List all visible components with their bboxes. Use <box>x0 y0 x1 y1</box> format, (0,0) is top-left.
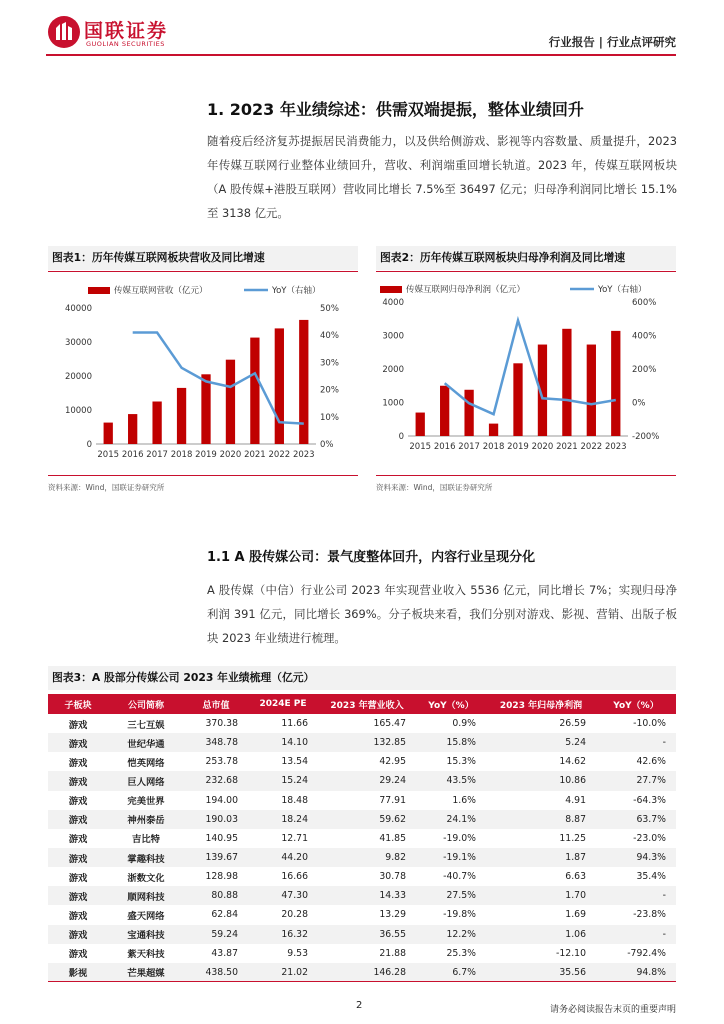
figure2-bottom-line <box>376 475 676 476</box>
y-left-tick-label: 4000 <box>382 298 404 308</box>
bar <box>299 320 308 444</box>
cell-market-cap: 43.87 <box>211 947 238 959</box>
cell-market-cap: 59.24 <box>184 925 248 944</box>
cell-revenue-yoy: 15.3% <box>446 756 476 768</box>
cell-profit-yoy: 63.7% <box>596 810 676 829</box>
table-row <box>48 925 676 944</box>
cell-revenue: 21.88 <box>379 947 406 959</box>
cell-sector: 游戏 <box>48 733 108 752</box>
legend-bar-label: 传媒互联网营收（亿元） <box>114 286 208 296</box>
report-type: 行业报告 | 行业点评研究 <box>548 35 676 49</box>
header-pe: 2024E PE <box>248 694 318 714</box>
y-left-tick-label: 10000 <box>64 406 92 416</box>
header-company: 公司简称 <box>108 694 184 714</box>
cell-sector: 游戏 <box>48 810 108 829</box>
cell-company: 紫天科技 <box>127 949 165 961</box>
table-row <box>48 886 676 905</box>
x-tick-label: 2018 <box>482 442 505 452</box>
cell-profit-yoy: 35.4% <box>636 871 666 883</box>
cell-profit-yoy: 94.8% <box>596 963 676 982</box>
logo-subtext: GUOLIAN SECURITIES <box>86 40 165 48</box>
x-tick-label: 2018 <box>170 450 193 460</box>
cell-profit-yoy: - <box>596 925 676 944</box>
table-bottom-line <box>48 981 676 982</box>
figure2-source: 资料来源：Wind，国联证券研究所 <box>376 483 493 492</box>
figure2-title: 图表2：历年传媒互联网板块归母净利润及同比增速 <box>376 246 676 270</box>
cell-profit-yoy: -23.8% <box>633 909 666 921</box>
cell-market-cap: 370.38 <box>205 718 238 730</box>
table-row <box>48 810 676 829</box>
cell-net-profit: 4.91 <box>565 794 586 806</box>
cell-pe: 18.48 <box>281 794 308 806</box>
cell-revenue-yoy: 25.3% <box>446 947 476 959</box>
bar <box>416 413 425 436</box>
cell-market-cap: 253.78 <box>205 756 238 768</box>
cell-sector: 游戏 <box>68 949 88 961</box>
x-tick-label: 2015 <box>409 442 432 452</box>
cell-pe: 15.24 <box>248 771 318 790</box>
cell-revenue-yoy: 0.9% <box>452 718 476 730</box>
legend-bar-swatch <box>88 287 110 294</box>
cell-market-cap: 232.68 <box>184 771 248 790</box>
cell-revenue-yoy: -19.0% <box>443 832 476 844</box>
cell-sector: 游戏 <box>68 834 88 846</box>
x-tick-label: 2023 <box>292 450 315 460</box>
table-row <box>48 791 676 810</box>
figure1-chart <box>48 278 358 468</box>
bar <box>250 338 259 444</box>
cell-profit-yoy: 27.7% <box>596 771 676 790</box>
x-tick-label: 2020 <box>531 442 554 452</box>
page-number: 2 <box>356 1000 363 1011</box>
table-header-row <box>48 694 676 714</box>
y-right-tick-label: 40% <box>320 331 339 342</box>
cell-pe: 16.32 <box>248 925 318 944</box>
cell-net-profit: -12.10 <box>556 947 586 959</box>
cell-sector: 游戏 <box>48 886 108 905</box>
cell-profit-yoy: -23.0% <box>633 832 666 844</box>
x-tick-label: 2017 <box>146 450 168 460</box>
bar <box>440 386 449 436</box>
logo-mark-icon <box>46 14 82 50</box>
cell-net-profit: 8.87 <box>486 810 596 829</box>
y-left-tick-label: 20000 <box>64 372 92 382</box>
figure1-divider <box>48 271 358 272</box>
cell-net-profit: 14.62 <box>559 756 586 768</box>
cell-revenue-yoy: 12.2% <box>416 925 486 944</box>
header-market-cap: 总市值 <box>184 694 248 714</box>
cell-revenue-yoy: 6.7% <box>416 963 486 982</box>
cell-company: 浙数文化 <box>127 872 165 884</box>
bar <box>177 388 186 444</box>
cell-revenue: 13.29 <box>379 909 406 921</box>
bar <box>611 331 620 436</box>
y-right-tick-label: 30% <box>320 358 339 369</box>
table-row <box>48 714 676 733</box>
y-right-tick-label: 200% <box>632 365 657 375</box>
cell-company: 世纪华通 <box>108 733 184 752</box>
bar <box>275 328 284 444</box>
legend-bar-swatch <box>380 286 402 293</box>
cell-net-profit: 11.25 <box>559 832 586 844</box>
x-tick-label: 2023 <box>604 442 627 452</box>
logo-text: 国联证券 <box>84 20 169 42</box>
section-title: 1. 2023 年业绩综述：供需双端提振，整体业绩回升 <box>207 100 584 119</box>
y-right-tick-label: 20% <box>320 385 339 396</box>
x-tick-label: 2016 <box>121 450 144 460</box>
cell-pe: 13.54 <box>281 756 308 768</box>
subsection-title: 1.1 A 股传媒公司：景气度整体回升，内容行业呈现分化 <box>207 550 536 565</box>
cell-net-profit: 1.70 <box>486 886 596 905</box>
cell-market-cap: 438.50 <box>184 963 248 982</box>
bar <box>104 423 113 444</box>
table-row <box>48 733 676 752</box>
cell-revenue: 165.47 <box>373 718 406 730</box>
figure1-title: 图表1：历年传媒互联网板块营收及同比增速 <box>48 246 358 270</box>
figure1-source: 资料来源：Wind，国联证券研究所 <box>48 483 165 492</box>
y-right-tick-label: -200% <box>632 432 660 442</box>
y-left-tick-label: 1000 <box>382 398 404 409</box>
cell-revenue: 9.82 <box>318 848 416 867</box>
cell-company: 三七互娱 <box>127 719 165 731</box>
cell-net-profit: 10.86 <box>486 771 596 790</box>
table-title: 图表3：A 股部分传媒公司 2023 年业绩梳理（亿元） <box>48 666 676 690</box>
cell-market-cap: 128.98 <box>205 871 238 883</box>
performance-table <box>48 694 676 982</box>
y-right-tick-label: 0% <box>320 440 334 450</box>
cell-sector: 游戏 <box>68 757 88 769</box>
header-sector: 子板块 <box>48 694 108 714</box>
y-left-tick-label: 0 <box>398 432 404 442</box>
cell-pe: 18.24 <box>248 810 318 829</box>
cell-market-cap: 140.95 <box>205 832 238 844</box>
cell-company: 完美世界 <box>127 796 165 808</box>
cell-company: 掌趣科技 <box>108 848 184 867</box>
footer-disclaimer: 请务必阅读报告末页的重要声明 <box>549 1005 676 1015</box>
cell-revenue: 14.33 <box>318 886 416 905</box>
x-tick-label: 2015 <box>97 450 120 460</box>
subsection-paragraph: A 股传媒（中信）行业公司 2023 年实现营业收入 5536 亿元，同比增长 7%；实现归母净利润 391 亿元，同比增长 369%。分子板块来看，我们分别对游戏、影视、营销、出版子板块 2023 年业绩进行梳理。 <box>207 583 677 645</box>
cell-sector: 游戏 <box>68 872 88 884</box>
cell-profit-yoy: - <box>596 733 676 752</box>
cell-profit-yoy: -64.3% <box>633 794 666 806</box>
cell-revenue: 30.78 <box>379 871 406 883</box>
figure2-chart <box>376 278 676 468</box>
table-row <box>48 944 676 963</box>
cell-company: 芒果超媒 <box>108 963 184 982</box>
x-tick-label: 2017 <box>458 442 480 452</box>
cell-sector: 游戏 <box>68 910 88 922</box>
cell-pe: 9.53 <box>287 947 308 959</box>
cell-profit-yoy: 42.6% <box>636 756 666 768</box>
x-tick-label: 2022 <box>580 442 603 452</box>
cell-net-profit: 1.87 <box>486 848 596 867</box>
cell-revenue: 29.24 <box>318 771 416 790</box>
header-revenue-yoy: YoY（%） <box>416 694 486 714</box>
table-row <box>48 848 676 867</box>
y-right-tick-label: 0% <box>632 398 646 409</box>
table-row <box>48 867 676 886</box>
legend-line-label: YoY（右轴） <box>272 286 321 296</box>
legend-line-label: YoY（右轴） <box>598 285 647 295</box>
figure1-svg <box>48 278 358 468</box>
cell-net-profit: 1.06 <box>486 925 596 944</box>
y-left-tick-label: 3000 <box>382 331 404 342</box>
page-header <box>0 0 724 62</box>
bar <box>152 402 161 445</box>
cell-company: 盛天网络 <box>127 910 165 922</box>
y-left-tick-label: 2000 <box>382 365 404 375</box>
table-row <box>48 963 676 982</box>
cell-net-profit: 1.69 <box>565 909 586 921</box>
cell-pe: 20.28 <box>281 909 308 921</box>
cell-revenue-yoy: -19.1% <box>416 848 486 867</box>
cell-revenue: 132.85 <box>318 733 416 752</box>
cell-pe: 11.66 <box>281 718 308 730</box>
figure1-bottom-line <box>48 475 358 476</box>
cell-sector: 游戏 <box>48 848 108 867</box>
cell-market-cap: 190.03 <box>184 810 248 829</box>
x-tick-label: 2020 <box>219 450 242 460</box>
bar <box>201 374 210 444</box>
cell-sector: 影视 <box>48 963 108 982</box>
cell-market-cap: 194.00 <box>205 794 238 806</box>
cell-sector: 游戏 <box>68 719 88 731</box>
figure2-divider <box>376 271 676 272</box>
header-profit-yoy: YoY（%） <box>596 694 676 714</box>
cell-market-cap: 62.84 <box>211 909 238 921</box>
header-divider <box>46 54 676 56</box>
cell-pe: 47.30 <box>248 886 318 905</box>
company-logo <box>46 14 196 52</box>
cell-pe: 16.66 <box>281 871 308 883</box>
cell-revenue-yoy: 24.1% <box>416 810 486 829</box>
cell-company: 巨人网络 <box>108 771 184 790</box>
table-row <box>48 905 676 924</box>
cell-net-profit: 6.63 <box>565 871 586 883</box>
x-tick-label: 2016 <box>433 442 456 452</box>
table-row <box>48 829 676 848</box>
cell-company: 顺网科技 <box>108 886 184 905</box>
cell-net-profit: 26.59 <box>559 718 586 730</box>
legend-bar-label: 传媒互联网归母净利润（亿元） <box>406 285 526 295</box>
bar <box>489 424 498 436</box>
cell-company: 吉比特 <box>132 834 160 846</box>
cell-revenue: 77.91 <box>379 794 406 806</box>
cell-revenue-yoy: 27.5% <box>416 886 486 905</box>
cell-pe: 21.02 <box>248 963 318 982</box>
cell-sector: 游戏 <box>48 771 108 790</box>
header-revenue: 2023 年营业收入 <box>318 694 416 714</box>
cell-revenue-yoy: -40.7% <box>443 871 476 883</box>
cell-revenue: 146.28 <box>318 963 416 982</box>
cell-pe: 12.71 <box>281 832 308 844</box>
header-net-profit: 2023 年归母净利润 <box>486 694 596 714</box>
cell-revenue-yoy: 15.8% <box>416 733 486 752</box>
cell-company: 宝通科技 <box>108 925 184 944</box>
table-row <box>48 752 676 771</box>
bar <box>128 414 137 444</box>
y-left-tick-label: 40000 <box>64 304 92 314</box>
cell-company: 神州泰岳 <box>108 810 184 829</box>
cell-sector: 游戏 <box>68 796 88 808</box>
bar <box>562 329 571 436</box>
bar <box>464 390 473 436</box>
y-right-tick-label: 400% <box>632 331 657 342</box>
cell-revenue: 42.95 <box>379 756 406 768</box>
cell-market-cap: 80.88 <box>184 886 248 905</box>
cell-revenue: 36.55 <box>318 925 416 944</box>
cell-net-profit: 5.24 <box>486 733 596 752</box>
table-row <box>48 771 676 790</box>
y-right-tick-label: 10% <box>320 412 339 423</box>
x-tick-label: 2019 <box>507 442 529 452</box>
cell-revenue-yoy: 43.5% <box>416 771 486 790</box>
y-right-tick-label: 600% <box>632 298 657 308</box>
x-tick-label: 2019 <box>195 450 217 460</box>
cell-net-profit: 35.56 <box>486 963 596 982</box>
cell-profit-yoy: - <box>596 886 676 905</box>
cell-sector: 游戏 <box>48 925 108 944</box>
figure2-svg <box>376 278 676 468</box>
bar <box>513 363 522 436</box>
cell-market-cap: 139.67 <box>184 848 248 867</box>
bar <box>587 345 596 436</box>
cell-revenue-yoy: 1.6% <box>452 794 476 806</box>
cell-profit-yoy: -792.4% <box>627 947 666 959</box>
bar <box>226 360 235 444</box>
cell-pe: 44.20 <box>248 848 318 867</box>
cell-company: 恺英网络 <box>127 757 165 769</box>
cell-revenue-yoy: -19.8% <box>443 909 476 921</box>
y-left-tick-label: 0 <box>86 440 92 450</box>
cell-profit-yoy: -10.0% <box>633 718 666 730</box>
section-paragraph: 随着疫后经济复苏提振居民消费能力，以及供给侧游戏、影视等内容数量、质量提升，2023 年传媒互联网行业整体业绩回升，营收、利润端重回增长轨道。2023 年，传媒互联网板块（A 股传媒+港股互联网）营收同比增长 7.5%至 36497 亿元；归母净利润同比增长 15.1%至 3138 亿元。 <box>207 134 677 220</box>
cell-market-cap: 348.78 <box>184 733 248 752</box>
cell-revenue: 41.85 <box>379 832 406 844</box>
x-tick-label: 2021 <box>244 450 266 460</box>
x-tick-label: 2021 <box>556 442 578 452</box>
cell-revenue: 59.62 <box>318 810 416 829</box>
cell-pe: 14.10 <box>248 733 318 752</box>
y-right-tick-label: 50% <box>320 304 339 314</box>
x-tick-label: 2022 <box>268 450 291 460</box>
cell-profit-yoy: 94.3% <box>596 848 676 867</box>
y-left-tick-label: 30000 <box>64 338 92 348</box>
